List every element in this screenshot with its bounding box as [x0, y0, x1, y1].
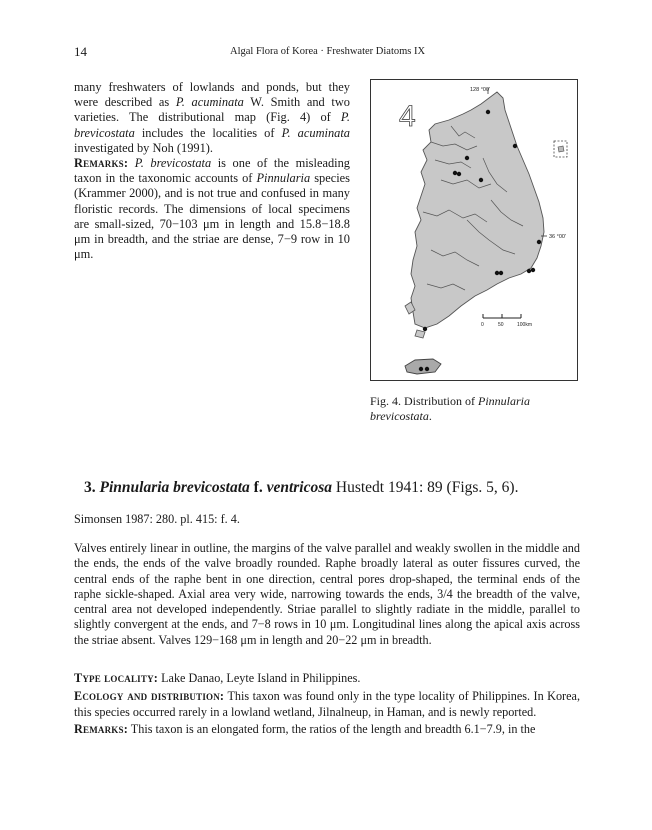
- type-locality-text: Lake Danao, Leyte Island in Philippines.: [158, 671, 361, 685]
- locality-dot: [513, 144, 517, 148]
- locality-dot: [486, 110, 490, 114]
- description-paragraph: Valves entirely linear in outline, the margins of the valve parallel and weakly swollen in the middle and the ends, the ends of the valve broadly rounded. Raphe broadly lateral as outer fissures curved, the central ends of the raphe bent in one direction, central pores drop-shaped, the terminal ends of the raphe sickle-shaped. Axial area very wide, narrowing towards the ends, 3/4 the breadth of the valve, central area not developed independently. Striae parallel to slightly radiate in the middle, parallel to slightly convergent at the ends, and 7−8 rows in 10 μm. Longitudinal lines along the apical axis across the striae absent. Valves 129−168 μm in length and 20−22 μm in breadth.: [74, 541, 580, 647]
- section-number: 3.: [84, 479, 96, 496]
- locality-dot: [495, 271, 499, 275]
- locality-dot: [425, 367, 429, 371]
- locality-dot: [527, 269, 531, 273]
- remarks-text: is one of the misleading taxon in the taxonomic accounts of: [74, 156, 350, 186]
- remarks-label: Remarks:: [74, 721, 128, 736]
- section-heading: [84, 479, 518, 497]
- longitude-label: 128 °00': [470, 87, 491, 93]
- korean-peninsula-landmass: [411, 92, 544, 328]
- intro-text: includes the localities of: [134, 125, 282, 140]
- figure-number-in-map: 4: [399, 100, 416, 133]
- latitude-label: 36 °00': [549, 234, 567, 240]
- figure-caption: [370, 394, 578, 424]
- ecology-paragraph: [74, 689, 580, 720]
- scale-tick-0: 0: [481, 322, 484, 328]
- locality-dot: [453, 171, 457, 175]
- taxon-name: P. acuminata: [175, 95, 244, 110]
- taxon-name: Pinnularia: [256, 171, 311, 186]
- intro-text: investigated by Noh (1991).: [74, 140, 214, 155]
- scale-tick-50: 50: [498, 322, 504, 328]
- ulleungdo-island: [558, 146, 564, 152]
- notes-block: [74, 671, 580, 739]
- caption-text: Fig. 4. Distribution of: [370, 394, 479, 408]
- left-column-text: [74, 80, 350, 262]
- island-southwest-2: [415, 330, 425, 338]
- ecology-label: Ecology and distribution:: [74, 689, 225, 704]
- locality-dot: [423, 327, 427, 331]
- locality-dot: [465, 156, 469, 160]
- remarks-text: species (Krammer 2000), and is not true and confused in many floristic records. The dimensions of local specimens are small-sized, 70−103 μm in length and 15.8−18.8 μm in breadth, and the striae are dense, 7−9 row in 10 μm.: [74, 171, 350, 262]
- locality-dot: [531, 268, 535, 272]
- taxon-name: P. brevicostata: [134, 156, 212, 171]
- caption-text: .: [428, 409, 432, 423]
- running-title: Algal Flora of Korea · Freshwater Diatoms IX: [230, 46, 426, 57]
- intro-paragraph: [74, 80, 350, 156]
- locality-dot: [457, 172, 461, 176]
- remarks-paragraph: [74, 156, 350, 262]
- intro-text: many freshwaters of lowlands and ponds, but they were described as: [74, 80, 350, 110]
- scale-tick-100km: 100km: [517, 322, 533, 328]
- taxon-epithet: ventricosa: [266, 479, 333, 496]
- locality-dot: [499, 271, 503, 275]
- ecology-text: This taxon was found only in the type locality of Philippines. In Korea, this species occurred rarely in a lowland wetland, Jilnalneup, in Haman, and is newly reported.: [74, 689, 580, 719]
- remarks-label: Remarks:: [74, 156, 129, 171]
- taxon-authority: Hustedt 1941: 89 (Figs. 5, 6).: [332, 479, 519, 496]
- taxon-rank: f.: [249, 479, 267, 496]
- taxon-name: Pinnularia brevicostata: [99, 479, 250, 496]
- type-locality-label: Type locality:: [74, 671, 159, 685]
- locality-dot: [537, 240, 541, 244]
- taxon-name: P. brevicostata: [74, 110, 350, 140]
- scale-bar: [481, 314, 532, 328]
- taxon-name: P. acuminata: [281, 125, 350, 140]
- type-locality-paragraph: [74, 671, 580, 686]
- remarks-text: This taxon is an elongated form, the ratios of the length and breadth 6.1−7.9, in the: [127, 721, 536, 736]
- distribution-map: [370, 79, 578, 381]
- intro-text: W. Smith and two varieties. The distributional map (Fig. 4) of: [74, 95, 350, 125]
- locality-dot: [479, 178, 483, 182]
- remarks2-paragraph: [74, 722, 580, 737]
- korea-map-svg: [371, 80, 577, 380]
- locality-dot: [419, 367, 423, 371]
- taxon-name: Pinnularia brevicostata: [370, 394, 531, 423]
- reference-line: Simonsen 1987: 280. pl. 415: f. 4.: [74, 512, 240, 526]
- page-number: 14: [74, 44, 87, 59]
- jeju-island: [405, 359, 441, 374]
